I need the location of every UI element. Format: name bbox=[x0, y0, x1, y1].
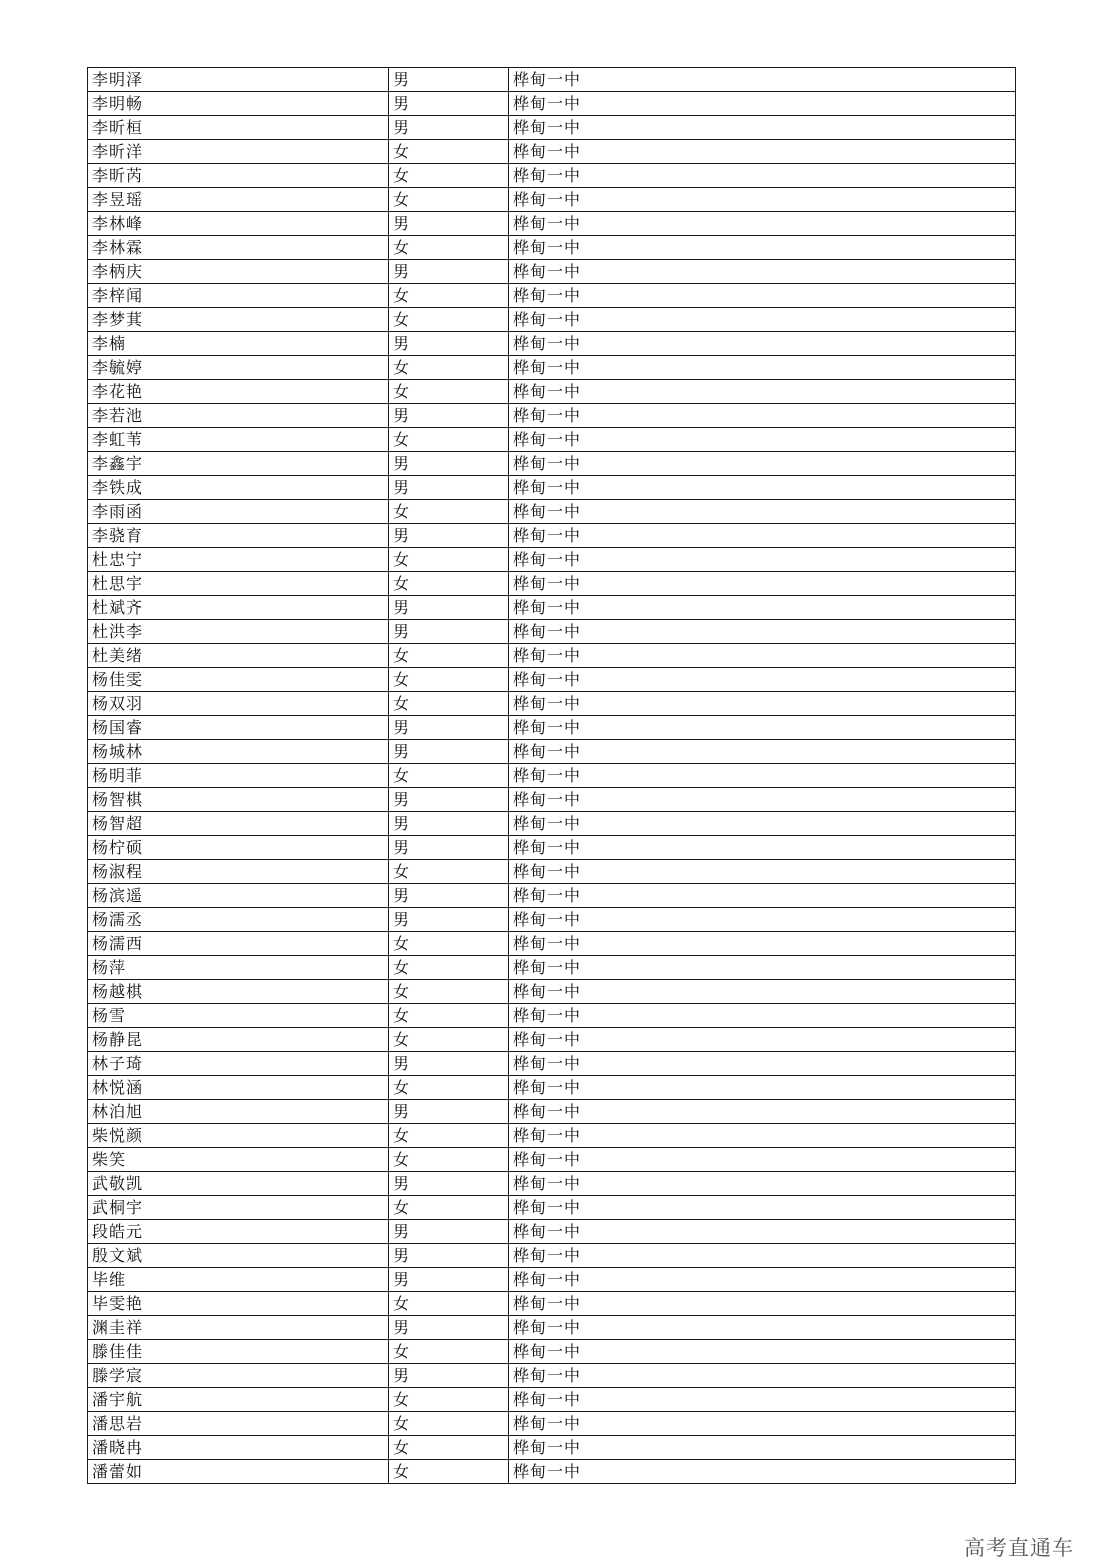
gender-cell: 女 bbox=[389, 932, 509, 956]
school-cell: 桦甸一中 bbox=[509, 1388, 1016, 1412]
gender-cell: 男 bbox=[389, 836, 509, 860]
gender-cell: 男 bbox=[389, 908, 509, 932]
school-cell: 桦甸一中 bbox=[509, 836, 1016, 860]
student-name-cell: 毕维 bbox=[88, 1268, 389, 1292]
student-name-cell: 李林霖 bbox=[88, 236, 389, 260]
watermark-text: 高考直通车 bbox=[964, 1536, 1074, 1560]
student-name-cell: 李昕桓 bbox=[88, 116, 389, 140]
gender-cell: 女 bbox=[389, 500, 509, 524]
gender-cell: 女 bbox=[389, 1028, 509, 1052]
table-row bbox=[88, 572, 1016, 596]
student-name-cell: 潘思岩 bbox=[88, 1412, 389, 1436]
school-cell: 桦甸一中 bbox=[509, 1052, 1016, 1076]
table-row bbox=[88, 932, 1016, 956]
gender-cell: 女 bbox=[389, 1004, 509, 1028]
table-row bbox=[88, 500, 1016, 524]
gender-cell: 男 bbox=[389, 524, 509, 548]
table-row bbox=[88, 1364, 1016, 1388]
student-name-cell: 杨智棋 bbox=[88, 788, 389, 812]
table-row bbox=[88, 1436, 1016, 1460]
school-cell: 桦甸一中 bbox=[509, 1148, 1016, 1172]
student-name-cell: 李铁成 bbox=[88, 476, 389, 500]
school-cell: 桦甸一中 bbox=[509, 236, 1016, 260]
school-cell: 桦甸一中 bbox=[509, 332, 1016, 356]
gender-cell: 女 bbox=[389, 764, 509, 788]
table-row bbox=[88, 1004, 1016, 1028]
school-cell: 桦甸一中 bbox=[509, 1124, 1016, 1148]
student-name-cell: 杨智超 bbox=[88, 812, 389, 836]
student-name-cell: 潘晓冉 bbox=[88, 1436, 389, 1460]
gender-cell: 女 bbox=[389, 188, 509, 212]
gender-cell: 男 bbox=[389, 1244, 509, 1268]
table-row bbox=[88, 524, 1016, 548]
school-cell: 桦甸一中 bbox=[509, 524, 1016, 548]
gender-cell: 男 bbox=[389, 884, 509, 908]
student-name-cell: 李毓婷 bbox=[88, 356, 389, 380]
gender-cell: 男 bbox=[389, 404, 509, 428]
gender-cell: 女 bbox=[389, 860, 509, 884]
school-cell: 桦甸一中 bbox=[509, 788, 1016, 812]
gender-cell: 女 bbox=[389, 1388, 509, 1412]
school-cell: 桦甸一中 bbox=[509, 932, 1016, 956]
school-cell: 桦甸一中 bbox=[509, 740, 1016, 764]
gender-cell: 男 bbox=[389, 1364, 509, 1388]
gender-cell: 女 bbox=[389, 1148, 509, 1172]
table-row bbox=[88, 956, 1016, 980]
student-name-cell: 段皓元 bbox=[88, 1220, 389, 1244]
gender-cell: 女 bbox=[389, 548, 509, 572]
student-name-cell: 杨静昆 bbox=[88, 1028, 389, 1052]
table-row bbox=[88, 212, 1016, 236]
student-name-cell: 李花艳 bbox=[88, 380, 389, 404]
table-row bbox=[88, 548, 1016, 572]
school-cell: 桦甸一中 bbox=[509, 692, 1016, 716]
table-row bbox=[88, 1100, 1016, 1124]
student-name-cell: 李雨函 bbox=[88, 500, 389, 524]
school-cell: 桦甸一中 bbox=[509, 212, 1016, 236]
table-row bbox=[88, 596, 1016, 620]
table-row bbox=[88, 164, 1016, 188]
school-cell: 桦甸一中 bbox=[509, 812, 1016, 836]
school-cell: 桦甸一中 bbox=[509, 476, 1016, 500]
school-cell: 桦甸一中 bbox=[509, 1028, 1016, 1052]
student-name-cell: 杜洪李 bbox=[88, 620, 389, 644]
table-row bbox=[88, 188, 1016, 212]
gender-cell: 男 bbox=[389, 740, 509, 764]
student-name-cell: 杨濡西 bbox=[88, 932, 389, 956]
table-row bbox=[88, 476, 1016, 500]
table-row bbox=[88, 236, 1016, 260]
school-cell: 桦甸一中 bbox=[509, 668, 1016, 692]
student-name-cell: 李昕洋 bbox=[88, 140, 389, 164]
gender-cell: 男 bbox=[389, 212, 509, 236]
school-cell: 桦甸一中 bbox=[509, 428, 1016, 452]
table-row bbox=[88, 836, 1016, 860]
school-cell: 桦甸一中 bbox=[509, 284, 1016, 308]
school-cell: 桦甸一中 bbox=[509, 1268, 1016, 1292]
table-row bbox=[88, 1196, 1016, 1220]
table-row bbox=[88, 644, 1016, 668]
gender-cell: 女 bbox=[389, 1436, 509, 1460]
table-row bbox=[88, 140, 1016, 164]
school-cell: 桦甸一中 bbox=[509, 68, 1016, 92]
table-row bbox=[88, 716, 1016, 740]
gender-cell: 女 bbox=[389, 980, 509, 1004]
student-name-cell: 杨城林 bbox=[88, 740, 389, 764]
student-name-cell: 杜美绪 bbox=[88, 644, 389, 668]
student-name-cell: 李虹苇 bbox=[88, 428, 389, 452]
school-cell: 桦甸一中 bbox=[509, 1076, 1016, 1100]
student-name-cell: 林悦涵 bbox=[88, 1076, 389, 1100]
school-cell: 桦甸一中 bbox=[509, 1004, 1016, 1028]
table-row bbox=[88, 764, 1016, 788]
gender-cell: 女 bbox=[389, 692, 509, 716]
table-row bbox=[88, 1220, 1016, 1244]
table-row bbox=[88, 908, 1016, 932]
table-row bbox=[88, 812, 1016, 836]
student-name-cell: 渊圭祥 bbox=[88, 1316, 389, 1340]
school-cell: 桦甸一中 bbox=[509, 164, 1016, 188]
school-cell: 桦甸一中 bbox=[509, 980, 1016, 1004]
roster-body bbox=[88, 68, 1016, 1484]
table-row bbox=[88, 260, 1016, 284]
school-cell: 桦甸一中 bbox=[509, 572, 1016, 596]
school-cell: 桦甸一中 bbox=[509, 1340, 1016, 1364]
student-name-cell: 杨萍 bbox=[88, 956, 389, 980]
gender-cell: 男 bbox=[389, 620, 509, 644]
school-cell: 桦甸一中 bbox=[509, 764, 1016, 788]
gender-cell: 男 bbox=[389, 1100, 509, 1124]
school-cell: 桦甸一中 bbox=[509, 260, 1016, 284]
gender-cell: 女 bbox=[389, 308, 509, 332]
school-cell: 桦甸一中 bbox=[509, 1460, 1016, 1484]
student-name-cell: 潘蕾如 bbox=[88, 1460, 389, 1484]
table-row bbox=[88, 884, 1016, 908]
table-row bbox=[88, 308, 1016, 332]
table-row bbox=[88, 1268, 1016, 1292]
table-row bbox=[88, 1292, 1016, 1316]
table-row bbox=[88, 284, 1016, 308]
table-row bbox=[88, 1316, 1016, 1340]
table-row bbox=[88, 1244, 1016, 1268]
gender-cell: 男 bbox=[389, 788, 509, 812]
student-name-cell: 杨滨遥 bbox=[88, 884, 389, 908]
student-name-cell: 杜思宇 bbox=[88, 572, 389, 596]
student-name-cell: 李若池 bbox=[88, 404, 389, 428]
student-name-cell: 林子琦 bbox=[88, 1052, 389, 1076]
school-cell: 桦甸一中 bbox=[509, 1220, 1016, 1244]
school-cell: 桦甸一中 bbox=[509, 644, 1016, 668]
student-name-cell: 杨柠硕 bbox=[88, 836, 389, 860]
gender-cell: 男 bbox=[389, 1172, 509, 1196]
table-row bbox=[88, 428, 1016, 452]
gender-cell: 女 bbox=[389, 1292, 509, 1316]
school-cell: 桦甸一中 bbox=[509, 308, 1016, 332]
school-cell: 桦甸一中 bbox=[509, 1436, 1016, 1460]
school-cell: 桦甸一中 bbox=[509, 596, 1016, 620]
gender-cell: 男 bbox=[389, 596, 509, 620]
student-name-cell: 李楠 bbox=[88, 332, 389, 356]
school-cell: 桦甸一中 bbox=[509, 1100, 1016, 1124]
gender-cell: 女 bbox=[389, 1340, 509, 1364]
gender-cell: 男 bbox=[389, 260, 509, 284]
student-name-cell: 李昱瑶 bbox=[88, 188, 389, 212]
table-row bbox=[88, 1388, 1016, 1412]
student-name-cell: 李林峰 bbox=[88, 212, 389, 236]
student-name-cell: 杨越棋 bbox=[88, 980, 389, 1004]
student-name-cell: 林泊旭 bbox=[88, 1100, 389, 1124]
gender-cell: 男 bbox=[389, 1052, 509, 1076]
table-row bbox=[88, 692, 1016, 716]
table-row bbox=[88, 332, 1016, 356]
student-name-cell: 李骁育 bbox=[88, 524, 389, 548]
table-row bbox=[88, 1148, 1016, 1172]
table-row bbox=[88, 980, 1016, 1004]
school-cell: 桦甸一中 bbox=[509, 92, 1016, 116]
school-cell: 桦甸一中 bbox=[509, 1244, 1016, 1268]
school-cell: 桦甸一中 bbox=[509, 380, 1016, 404]
gender-cell: 男 bbox=[389, 116, 509, 140]
gender-cell: 女 bbox=[389, 236, 509, 260]
student-name-cell: 李明泽 bbox=[88, 68, 389, 92]
school-cell: 桦甸一中 bbox=[509, 188, 1016, 212]
student-name-cell: 李梦萁 bbox=[88, 308, 389, 332]
student-name-cell: 杨淑程 bbox=[88, 860, 389, 884]
gender-cell: 男 bbox=[389, 68, 509, 92]
school-cell: 桦甸一中 bbox=[509, 1364, 1016, 1388]
table-row bbox=[88, 620, 1016, 644]
school-cell: 桦甸一中 bbox=[509, 1196, 1016, 1220]
school-cell: 桦甸一中 bbox=[509, 356, 1016, 380]
student-name-cell: 杨明菲 bbox=[88, 764, 389, 788]
gender-cell: 男 bbox=[389, 1268, 509, 1292]
gender-cell: 女 bbox=[389, 572, 509, 596]
school-cell: 桦甸一中 bbox=[509, 404, 1016, 428]
student-name-cell: 杨濡丞 bbox=[88, 908, 389, 932]
student-roster-table bbox=[87, 67, 1016, 1484]
student-name-cell: 李鑫宇 bbox=[88, 452, 389, 476]
school-cell: 桦甸一中 bbox=[509, 620, 1016, 644]
gender-cell: 女 bbox=[389, 668, 509, 692]
gender-cell: 女 bbox=[389, 428, 509, 452]
student-name-cell: 杨佳雯 bbox=[88, 668, 389, 692]
student-name-cell: 杨雪 bbox=[88, 1004, 389, 1028]
school-cell: 桦甸一中 bbox=[509, 140, 1016, 164]
student-name-cell: 李梓闻 bbox=[88, 284, 389, 308]
school-cell: 桦甸一中 bbox=[509, 956, 1016, 980]
school-cell: 桦甸一中 bbox=[509, 116, 1016, 140]
table-row bbox=[88, 788, 1016, 812]
gender-cell: 女 bbox=[389, 1196, 509, 1220]
gender-cell: 男 bbox=[389, 476, 509, 500]
student-name-cell: 武敬凯 bbox=[88, 1172, 389, 1196]
school-cell: 桦甸一中 bbox=[509, 884, 1016, 908]
school-cell: 桦甸一中 bbox=[509, 1412, 1016, 1436]
student-name-cell: 杜忠宁 bbox=[88, 548, 389, 572]
table-row bbox=[88, 68, 1016, 92]
table-row bbox=[88, 740, 1016, 764]
student-name-cell: 柴悦颜 bbox=[88, 1124, 389, 1148]
school-cell: 桦甸一中 bbox=[509, 860, 1016, 884]
school-cell: 桦甸一中 bbox=[509, 1172, 1016, 1196]
student-name-cell: 柴笑 bbox=[88, 1148, 389, 1172]
table-row bbox=[88, 1124, 1016, 1148]
student-name-cell: 滕佳佳 bbox=[88, 1340, 389, 1364]
table-row bbox=[88, 1076, 1016, 1100]
gender-cell: 男 bbox=[389, 92, 509, 116]
gender-cell: 女 bbox=[389, 164, 509, 188]
student-name-cell: 杜斌齐 bbox=[88, 596, 389, 620]
table-row bbox=[88, 452, 1016, 476]
table-row bbox=[88, 356, 1016, 380]
table-row bbox=[88, 380, 1016, 404]
gender-cell: 女 bbox=[389, 140, 509, 164]
table-row bbox=[88, 1172, 1016, 1196]
school-cell: 桦甸一中 bbox=[509, 1292, 1016, 1316]
table-row bbox=[88, 1028, 1016, 1052]
gender-cell: 女 bbox=[389, 956, 509, 980]
gender-cell: 女 bbox=[389, 1076, 509, 1100]
student-name-cell: 潘宇航 bbox=[88, 1388, 389, 1412]
gender-cell: 女 bbox=[389, 1124, 509, 1148]
gender-cell: 女 bbox=[389, 1460, 509, 1484]
student-name-cell: 李柄庆 bbox=[88, 260, 389, 284]
student-name-cell: 毕雯艳 bbox=[88, 1292, 389, 1316]
school-cell: 桦甸一中 bbox=[509, 500, 1016, 524]
gender-cell: 女 bbox=[389, 284, 509, 308]
student-name-cell: 武桐宇 bbox=[88, 1196, 389, 1220]
table-row bbox=[88, 1412, 1016, 1436]
gender-cell: 女 bbox=[389, 644, 509, 668]
school-cell: 桦甸一中 bbox=[509, 716, 1016, 740]
table-row bbox=[88, 1460, 1016, 1484]
gender-cell: 男 bbox=[389, 332, 509, 356]
student-name-cell: 李昕芮 bbox=[88, 164, 389, 188]
gender-cell: 女 bbox=[389, 356, 509, 380]
student-name-cell: 杨国睿 bbox=[88, 716, 389, 740]
table-row bbox=[88, 1340, 1016, 1364]
table-row bbox=[88, 860, 1016, 884]
student-name-cell: 杨双羽 bbox=[88, 692, 389, 716]
gender-cell: 女 bbox=[389, 1412, 509, 1436]
gender-cell: 男 bbox=[389, 452, 509, 476]
school-cell: 桦甸一中 bbox=[509, 548, 1016, 572]
table-row bbox=[88, 116, 1016, 140]
gender-cell: 男 bbox=[389, 812, 509, 836]
school-cell: 桦甸一中 bbox=[509, 452, 1016, 476]
student-name-cell: 李明畅 bbox=[88, 92, 389, 116]
school-cell: 桦甸一中 bbox=[509, 1316, 1016, 1340]
table-row bbox=[88, 1052, 1016, 1076]
gender-cell: 女 bbox=[389, 380, 509, 404]
table-row bbox=[88, 92, 1016, 116]
school-cell: 桦甸一中 bbox=[509, 908, 1016, 932]
gender-cell: 男 bbox=[389, 1316, 509, 1340]
gender-cell: 男 bbox=[389, 716, 509, 740]
student-name-cell: 殷文斌 bbox=[88, 1244, 389, 1268]
table-row bbox=[88, 404, 1016, 428]
gender-cell: 男 bbox=[389, 1220, 509, 1244]
table-row bbox=[88, 668, 1016, 692]
student-name-cell: 滕学宸 bbox=[88, 1364, 389, 1388]
